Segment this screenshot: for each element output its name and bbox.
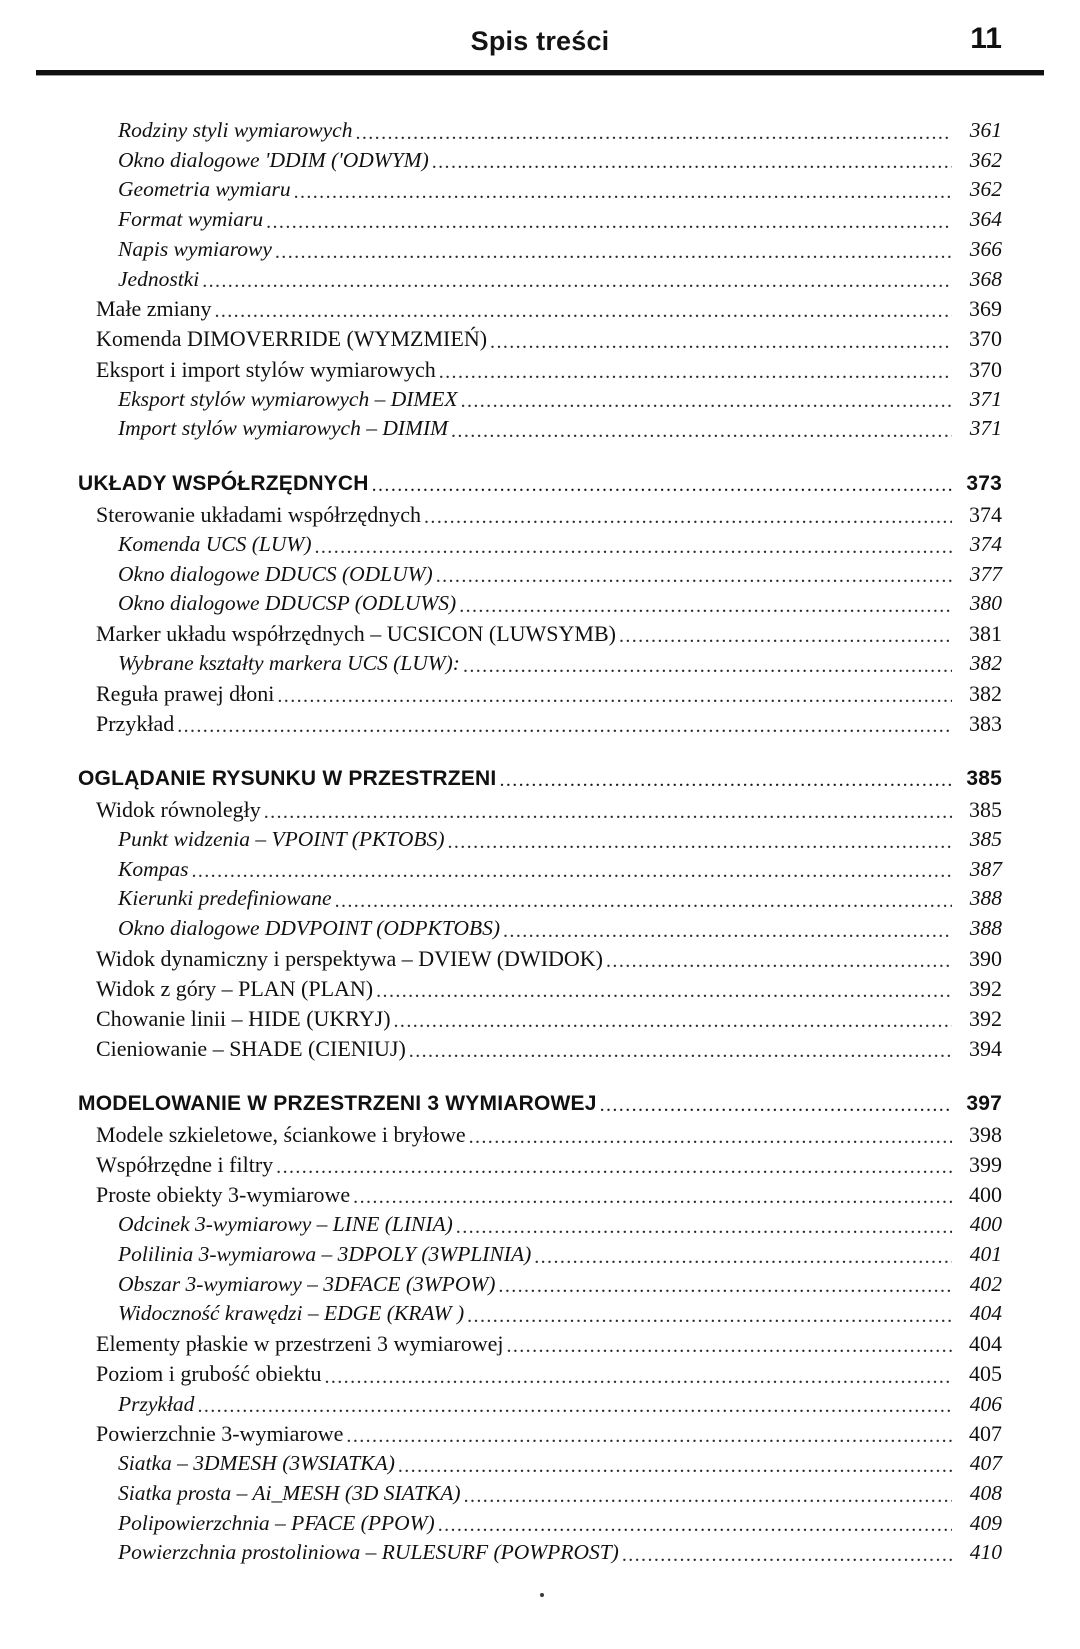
toc-entry-label: Okno dialogowe 'DDIM ('ODWYM): [118, 147, 429, 172]
toc-entry-label: Wybrane kształty markera UCS (LUW):: [118, 651, 460, 676]
toc-entry[interactable]: [78, 974, 1002, 1004]
header-divider: [36, 70, 1044, 75]
toc-leader-dots: [606, 948, 952, 970]
toc-entry-page: 409: [969, 1510, 1002, 1535]
toc-entry-page: 390: [969, 945, 1002, 971]
toc-entry-page: 408: [969, 1481, 1002, 1506]
toc-leader-dots: [264, 799, 952, 821]
toc-entry-page: 366: [969, 236, 1002, 261]
toc-entry-label: Odcinek 3-wymiarowy – LINE (LINIA): [118, 1212, 453, 1237]
toc-entry-label: Elementy płaskie w przestrzeni 3 wymiarowej: [96, 1331, 504, 1357]
toc-entry-page: 410: [969, 1540, 1002, 1565]
toc-entry-page: 402: [969, 1271, 1002, 1296]
toc-entry-page: 371: [969, 386, 1002, 411]
toc-entry-page: 382: [969, 680, 1002, 706]
table-of-contents: [78, 116, 1002, 1568]
toc-entry[interactable]: [78, 1389, 1002, 1419]
toc-entry[interactable]: [78, 1449, 1002, 1479]
toc-entry-label: Okno dialogowe DDUCSP (ODLUWS): [118, 591, 457, 616]
toc-entry-label: Reguła prawej dłoni: [96, 680, 275, 706]
toc-entry[interactable]: [78, 679, 1002, 709]
toc-entry[interactable]: [78, 761, 1002, 795]
toc-entry-page: 400: [969, 1182, 1002, 1208]
toc-entry[interactable]: [78, 854, 1002, 884]
toc-entry-page: 374: [969, 531, 1002, 556]
toc-entry[interactable]: [78, 1479, 1002, 1509]
toc-entry-page: 400: [969, 1212, 1002, 1237]
toc-entry-page: 362: [969, 177, 1002, 202]
toc-entry-label: Powierzchnia prostoliniowa – RULESURF (POWPROST): [118, 1540, 619, 1565]
toc-leader-dots: [432, 150, 952, 172]
toc-entry-page: 364: [969, 207, 1002, 232]
toc-leader-dots: [461, 389, 952, 411]
toc-entry[interactable]: [78, 1086, 1002, 1120]
page-header: [78, 0, 1002, 88]
toc-entry-label: Powierzchnie 3-wymiarowe: [96, 1421, 344, 1447]
toc-entry[interactable]: [78, 530, 1002, 560]
toc-entry-label: Kompas: [118, 856, 189, 881]
toc-entry[interactable]: [78, 1150, 1002, 1180]
toc-entry[interactable]: [78, 1210, 1002, 1240]
toc-entry[interactable]: [78, 1359, 1002, 1389]
toc-leader-dots: [346, 1424, 952, 1446]
toc-entry-label: Siatka prosta – Ai_MESH (3D SIATKA): [118, 1481, 461, 1506]
toc-entry[interactable]: [78, 1004, 1002, 1034]
toc-entry-label: Geometria wymiaru: [118, 177, 291, 202]
toc-entry-label: Widok dynamiczny i perspektywa – DVIEW (DWIDOK): [96, 945, 604, 971]
toc-entry-label: Widok z góry – PLAN (PLAN): [96, 975, 374, 1001]
toc-entry[interactable]: [78, 1034, 1002, 1064]
toc-leader-dots: [266, 209, 952, 231]
toc-leader-dots: [619, 623, 952, 645]
toc-entry[interactable]: [78, 414, 1002, 444]
toc-entry-page: 392: [969, 975, 1002, 1001]
toc-leader-dots: [534, 1244, 952, 1266]
toc-leader-dots: [499, 767, 952, 789]
toc-entry-page: 404: [969, 1301, 1002, 1326]
toc-entry-page: 369: [969, 296, 1002, 322]
toc-leader-dots: [503, 918, 952, 940]
toc-entry[interactable]: [78, 944, 1002, 974]
toc-entry-page: 401: [969, 1242, 1002, 1267]
toc-entry[interactable]: [78, 619, 1002, 649]
toc-entry-label: Przykład: [118, 1391, 195, 1416]
toc-entry-page: 397: [966, 1091, 1002, 1115]
toc-entry-label: Małe zmiany: [96, 296, 212, 322]
toc-entry-page: 370: [969, 326, 1002, 352]
toc-entry[interactable]: [78, 116, 1002, 146]
toc-leader-dots: [459, 593, 952, 615]
toc-entry[interactable]: [78, 1270, 1002, 1300]
toc-entry-label: Sterowanie układami współrzędnych: [96, 501, 422, 527]
toc-entry-page: 394: [969, 1036, 1002, 1062]
toc-entry-page: 404: [969, 1331, 1002, 1357]
toc-entry-label: Kierunki predefiniowane: [118, 886, 332, 911]
toc-entry-label: Przykład: [96, 710, 175, 736]
toc-entry-page: 407: [969, 1421, 1002, 1447]
toc-leader-dots: [191, 859, 952, 881]
toc-entry[interactable]: [78, 795, 1002, 825]
toc-entry[interactable]: [78, 466, 1002, 500]
toc-entry-page: 377: [969, 561, 1002, 586]
toc-entry-label: Rodziny styli wymiarowych: [118, 118, 353, 143]
toc-entry[interactable]: [78, 235, 1002, 265]
toc-entry-page: 388: [969, 915, 1002, 940]
toc-leader-dots: [276, 1155, 952, 1177]
toc-entry[interactable]: [78, 355, 1002, 385]
toc-leader-dots: [214, 299, 952, 321]
toc-entry-page: 385: [969, 826, 1002, 851]
toc-entry-label: Import stylów wymiarowych – DIMIM: [118, 416, 449, 441]
toc-entry-page: 370: [969, 356, 1002, 382]
toc-entry-label: Polipowierzchnia – PFACE (PPOW): [118, 1510, 435, 1535]
toc-leader-dots: [202, 269, 952, 291]
toc-entry[interactable]: [78, 914, 1002, 944]
page-title: Spis treści: [470, 26, 610, 56]
toc-entry[interactable]: [78, 1509, 1002, 1539]
toc-entry-label: Poziom i grubość obiektu: [96, 1361, 322, 1387]
toc-entry[interactable]: [78, 1419, 1002, 1449]
toc-entry-page: 406: [969, 1391, 1002, 1416]
toc-entry-label: Modele szkieletowe, ściankowe i bryłowe: [96, 1121, 466, 1147]
toc-entry[interactable]: [78, 385, 1002, 415]
toc-entry-label: Jednostki: [118, 266, 200, 291]
toc-leader-dots: [506, 1334, 952, 1356]
toc-entry-label: Napis wymiarowy: [118, 236, 272, 261]
toc-entry-page: 398: [969, 1121, 1002, 1147]
toc-entry-page: 385: [969, 796, 1002, 822]
toc-entry-page: 373: [966, 471, 1002, 495]
toc-leader-dots: [277, 683, 952, 705]
toc-entry[interactable]: [78, 1120, 1002, 1150]
toc-entry-label: Format wymiaru: [118, 207, 264, 232]
toc-entry-label: MODELOWANIE W PRZESTRZENI 3 WYMIAROWEJ: [78, 1091, 597, 1115]
toc-entry[interactable]: [78, 1329, 1002, 1359]
toc-leader-dots: [600, 1092, 952, 1114]
toc-leader-dots: [467, 1303, 952, 1325]
toc-entry-page: 405: [969, 1361, 1002, 1387]
toc-entry-page: 387: [969, 856, 1002, 881]
toc-entry[interactable]: [78, 146, 1002, 176]
toc-entry-page: 368: [969, 266, 1002, 291]
toc-entry-label: OGLĄDANIE RYSUNKU W PRZESTRZENI: [78, 766, 497, 790]
toc-leader-dots: [469, 1124, 952, 1146]
toc-entry-label: Cieniowanie – SHADE (CIENIUJ): [96, 1036, 406, 1062]
toc-leader-dots: [394, 1008, 952, 1030]
toc-entry[interactable]: [78, 324, 1002, 354]
toc-entry-label: Proste obiekty 3-wymiarowe: [96, 1182, 351, 1208]
toc-entry-page: 361: [969, 118, 1002, 143]
toc-leader-dots: [438, 1513, 952, 1535]
toc-entry-label: Obszar 3-wymiarowy – 3DFACE (3WPOW): [118, 1271, 496, 1296]
toc-leader-dots: [315, 534, 953, 556]
toc-leader-dots: [622, 1542, 952, 1564]
toc-leader-dots: [439, 359, 952, 381]
toc-leader-dots: [324, 1364, 952, 1386]
toc-leader-dots: [335, 888, 952, 910]
page-number: 11: [970, 22, 1002, 55]
toc-entry-page: 371: [969, 416, 1002, 441]
toc-leader-dots: [353, 1185, 952, 1207]
footer-mark: [540, 1593, 544, 1597]
toc-entry-page: 399: [969, 1152, 1002, 1178]
toc-leader-dots: [275, 239, 952, 261]
toc-leader-dots: [456, 1214, 952, 1236]
toc-leader-dots: [197, 1394, 952, 1416]
toc-leader-dots: [463, 653, 952, 675]
toc-entry-label: Polilinia 3-wymiarowa – 3DPOLY (3WPLINIA): [118, 1242, 532, 1267]
toc-entry-label: Chowanie linii – HIDE (UKRYJ): [96, 1005, 391, 1031]
toc-entry-label: Punkt widzenia – VPOINT (PKTOBS): [118, 826, 445, 851]
toc-entry[interactable]: [78, 500, 1002, 530]
toc-entry-page: 381: [969, 620, 1002, 646]
toc-leader-dots: [372, 472, 952, 494]
toc-leader-dots: [376, 978, 952, 1000]
toc-leader-dots: [447, 829, 952, 851]
toc-entry-page: 380: [969, 591, 1002, 616]
toc-entry-page: 382: [969, 651, 1002, 676]
toc-entry-label: Współrzędne i filtry: [96, 1152, 274, 1178]
toc-entry[interactable]: [78, 559, 1002, 589]
toc-entry-page: 392: [969, 1005, 1002, 1031]
toc-entry[interactable]: [78, 1240, 1002, 1270]
toc-entry-label: UKŁADY WSPÓŁRZĘDNYCH: [78, 471, 369, 495]
toc-entry-label: Komenda DIMOVERRIDE (WYMZMIEŃ): [96, 326, 488, 352]
toc-entry-page: 388: [969, 886, 1002, 911]
toc-entry-label: Eksport i import stylów wymiarowych: [96, 356, 436, 382]
toc-leader-dots: [409, 1039, 952, 1061]
toc-entry[interactable]: [78, 294, 1002, 324]
toc-entry[interactable]: [78, 709, 1002, 739]
toc-entry-label: Okno dialogowe DDVPOINT (ODPKTOBS): [118, 915, 501, 940]
toc-leader-dots: [490, 329, 952, 351]
toc-entry-page: 383: [969, 710, 1002, 736]
toc-entry[interactable]: [78, 1538, 1002, 1568]
toc-entry[interactable]: [78, 175, 1002, 205]
toc-entry[interactable]: [78, 205, 1002, 235]
toc-entry-label: Siatka – 3DMESH (3WSIATKA): [118, 1451, 395, 1476]
toc-entry[interactable]: [78, 649, 1002, 679]
toc-leader-dots: [294, 179, 952, 201]
toc-entry-page: 407: [969, 1451, 1002, 1476]
toc-entry-page: 385: [966, 766, 1002, 790]
toc-leader-dots: [498, 1274, 952, 1296]
toc-entry[interactable]: [78, 589, 1002, 619]
toc-leader-dots: [424, 504, 952, 526]
toc-entry-label: Widok równoległy: [96, 796, 261, 822]
toc-entry[interactable]: [78, 884, 1002, 914]
toc-entry-page: 374: [969, 501, 1002, 527]
toc-leader-dots: [451, 418, 952, 440]
toc-entry[interactable]: [78, 1299, 1002, 1329]
toc-entry-label: Okno dialogowe DDUCS (ODLUW): [118, 561, 433, 586]
toc-entry-label: Widoczność krawędzi – EDGE (KRAW ): [118, 1301, 465, 1326]
toc-entry-page: 362: [969, 147, 1002, 172]
toc-leader-dots: [464, 1483, 952, 1505]
toc-entry-label: Eksport stylów wymiarowych – DIMEX: [118, 386, 458, 411]
toc-entry[interactable]: [78, 825, 1002, 855]
toc-leader-dots: [398, 1453, 952, 1475]
toc-entry-label: Marker układu współrzędnych – UCSICON (LUWSYMB): [96, 620, 616, 646]
toc-entry[interactable]: [78, 1180, 1002, 1210]
toc-leader-dots: [355, 120, 952, 142]
toc-leader-dots: [177, 713, 952, 735]
toc-entry-label: Komenda UCS (LUW): [118, 531, 312, 556]
toc-leader-dots: [436, 564, 952, 586]
toc-entry[interactable]: [78, 264, 1002, 294]
